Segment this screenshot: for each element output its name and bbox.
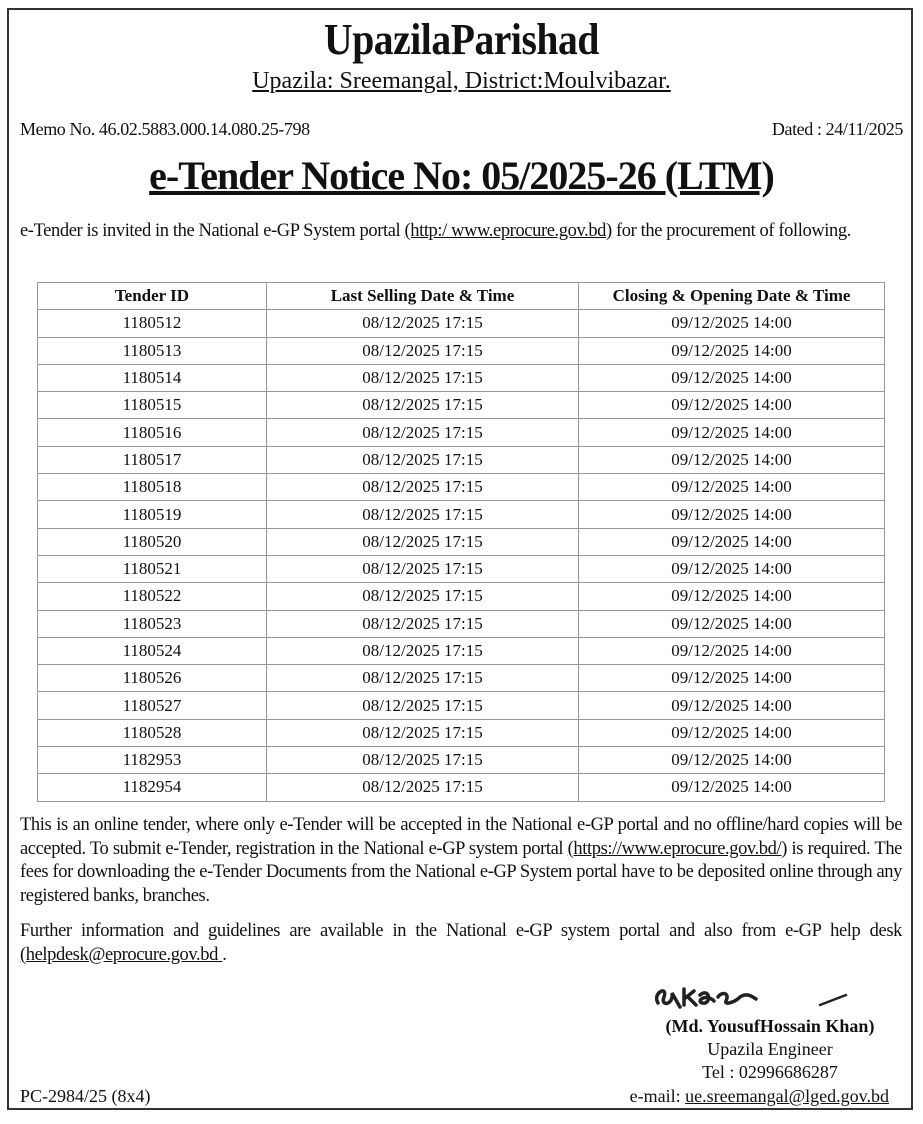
- table-row: [38, 310, 885, 337]
- closing-opening-cell: 09/12/2025 14:00: [579, 610, 885, 637]
- tender-id-cell: 1180521: [38, 555, 267, 582]
- online-tender-paragraph: [20, 814, 902, 908]
- office-title: UpazilaParishad: [324, 15, 599, 64]
- tender-id-cell: 1180518: [38, 474, 267, 501]
- signatory-designation: Upazila Engineer: [707, 1039, 833, 1059]
- subtitle-text: Upazila: Sreemangal, District:Moulvibazar.: [252, 68, 671, 94]
- closing-opening-cell: 09/12/2025 14:00: [579, 637, 885, 664]
- last-selling-cell: 08/12/2025 17:15: [267, 665, 579, 692]
- pc-number: PC-2984/25 (8x4): [20, 1086, 151, 1106]
- table-row: [38, 528, 885, 555]
- tender-id-cell: 1180523: [38, 610, 267, 637]
- closing-opening-cell: 09/12/2025 14:00: [579, 528, 885, 555]
- closing-opening-cell: 09/12/2025 14:00: [579, 364, 885, 391]
- tender-id-cell: 1180515: [38, 392, 267, 419]
- table-row: [38, 474, 885, 501]
- tender-id-cell: 1180526: [38, 665, 267, 692]
- para2-text: Further information and guidelines are available in the National e-GP system portal and also from e-GP help desk: [20, 921, 902, 941]
- last-selling-cell: 08/12/2025 17:15: [267, 719, 579, 746]
- closing-opening-cell: 09/12/2025 14:00: [579, 419, 885, 446]
- header-last-selling: Last Selling Date & Time: [267, 283, 579, 310]
- table-row: [38, 637, 885, 664]
- table-row: [38, 501, 885, 528]
- closing-opening-cell: 09/12/2025 14:00: [579, 555, 885, 582]
- header-tender-id: Tender ID: [38, 283, 267, 310]
- intro-text-end: for the procurement of following.: [611, 221, 851, 241]
- further-info-paragraph: [20, 920, 902, 967]
- header-closing-opening: Closing & Opening Date & Time: [579, 283, 885, 310]
- memo-number: Memo No. 46.02.5883.000.14.080.25-798: [20, 119, 310, 139]
- last-selling-cell: 08/12/2025 17:15: [267, 583, 579, 610]
- closing-opening-cell: 09/12/2025 14:00: [579, 474, 885, 501]
- last-selling-cell: 08/12/2025 17:15: [267, 337, 579, 364]
- table-row: [38, 419, 885, 446]
- para1-text-end: is required. The fees for downloading the e-Tender Documents from the National e-GP System portal have to be deposited online through any registered banks, branches.: [20, 838, 902, 906]
- tender-id-cell: 1180516: [38, 419, 267, 446]
- para2-text-end: .: [222, 944, 227, 965]
- notice-title: [0, 152, 923, 199]
- table-row: [38, 392, 885, 419]
- tender-id-cell: 1180513: [38, 337, 267, 364]
- last-selling-cell: 08/12/2025 17:15: [267, 555, 579, 582]
- closing-opening-cell: 09/12/2025 14:00: [579, 747, 885, 774]
- intro-text: e-Tender is invited in the National e-GP System portal: [20, 221, 405, 241]
- signatory-name: (Md. YousufHossain Khan): [665, 1016, 875, 1036]
- email-label: e-mail:: [629, 1086, 686, 1106]
- closing-opening-cell: 09/12/2025 14:00: [579, 392, 885, 419]
- signatory-tel: Tel : 02996686287: [702, 1062, 838, 1082]
- table-row: [38, 583, 885, 610]
- signature-image: [650, 975, 860, 1015]
- tender-table: [37, 282, 885, 802]
- closing-opening-cell: 09/12/2025 14:00: [579, 583, 885, 610]
- intro-paragraph: [20, 220, 902, 244]
- table-row: [38, 555, 885, 582]
- table-row: [38, 719, 885, 746]
- tender-id-cell: 1180524: [38, 637, 267, 664]
- closing-opening-cell: 09/12/2025 14:00: [579, 446, 885, 473]
- closing-opening-cell: 09/12/2025 14:00: [579, 692, 885, 719]
- date: Dated : 24/11/2025: [771, 119, 903, 139]
- last-selling-cell: 08/12/2025 17:15: [267, 692, 579, 719]
- table-row: [38, 337, 885, 364]
- office-subtitle: [0, 68, 923, 95]
- table-row: [38, 692, 885, 719]
- tender-id-cell: 1182954: [38, 774, 267, 801]
- table-row: [38, 610, 885, 637]
- notice-title-text: e-Tender Notice No: 05/2025-26 (LTM): [149, 153, 774, 198]
- tender-id-cell: 1180528: [38, 719, 267, 746]
- tender-id-cell: 1182953: [38, 747, 267, 774]
- last-selling-cell: 08/12/2025 17:15: [267, 774, 579, 801]
- last-selling-cell: 08/12/2025 17:15: [267, 364, 579, 391]
- eprocure-https-link[interactable]: (https://www.eprocure.gov.bd/): [567, 838, 788, 859]
- tender-id-cell: 1180520: [38, 528, 267, 555]
- tender-id-cell: 1180519: [38, 501, 267, 528]
- last-selling-cell: 08/12/2025 17:15: [267, 501, 579, 528]
- tender-id-cell: 1180522: [38, 583, 267, 610]
- closing-opening-cell: 09/12/2025 14:00: [579, 337, 885, 364]
- closing-opening-cell: 09/12/2025 14:00: [579, 310, 885, 337]
- table-row: [38, 446, 885, 473]
- closing-opening-cell: 09/12/2025 14:00: [579, 719, 885, 746]
- signatory-email-line: [630, 1086, 889, 1107]
- closing-opening-cell: 09/12/2025 14:00: [579, 774, 885, 801]
- table-row: [38, 665, 885, 692]
- last-selling-cell: 08/12/2025 17:15: [267, 392, 579, 419]
- last-selling-cell: 08/12/2025 17:15: [267, 528, 579, 555]
- last-selling-cell: 08/12/2025 17:15: [267, 310, 579, 337]
- tender-id-cell: 1180514: [38, 364, 267, 391]
- last-selling-cell: 08/12/2025 17:15: [267, 637, 579, 664]
- last-selling-cell: 08/12/2025 17:15: [267, 747, 579, 774]
- table-row: [38, 747, 885, 774]
- tender-id-cell: 1180527: [38, 692, 267, 719]
- tender-id-cell: 1180517: [38, 446, 267, 473]
- helpdesk-email-link[interactable]: (helpdesk@eprocure.gov.bd: [20, 944, 223, 965]
- table-header-row: [38, 283, 885, 310]
- tender-id-cell: 1180512: [38, 310, 267, 337]
- last-selling-cell: 08/12/2025 17:15: [267, 419, 579, 446]
- last-selling-cell: 08/12/2025 17:15: [267, 446, 579, 473]
- closing-opening-cell: 09/12/2025 14:00: [579, 501, 885, 528]
- table-row: [38, 364, 885, 391]
- last-selling-cell: 08/12/2025 17:15: [267, 610, 579, 637]
- para1-text: This is an online tender, where only e-Tender will be accepted in the National e-GP portal and no offline/hard copies will be accepted. To submit e-Tender, registration in the National e-GP system portal: [20, 815, 902, 859]
- closing-opening-cell: 09/12/2025 14:00: [579, 665, 885, 692]
- last-selling-cell: 08/12/2025 17:15: [267, 474, 579, 501]
- table-row: [38, 774, 885, 801]
- signatory-email-link[interactable]: ue.sreemangal@lged.gov.bd: [685, 1086, 889, 1106]
- eprocure-link[interactable]: (http:/ www.eprocure.gov.bd): [404, 221, 612, 241]
